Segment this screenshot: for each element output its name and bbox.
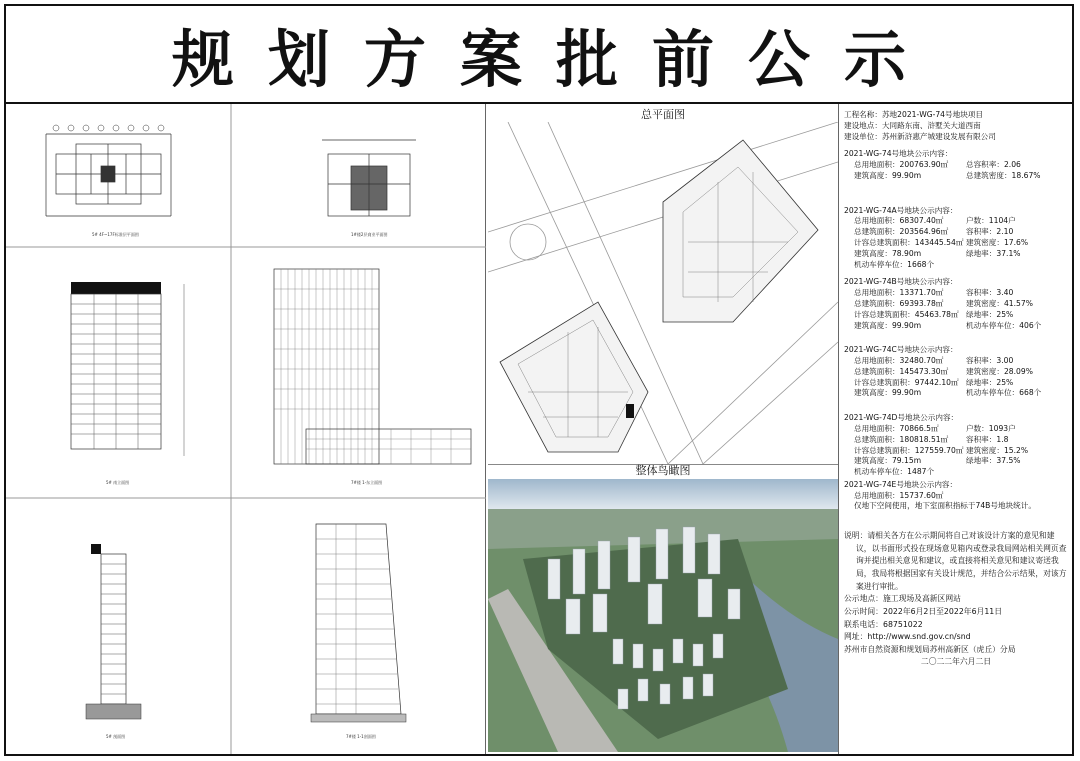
contact-phone: 联系电话：68751022 bbox=[844, 619, 923, 629]
plot-d-cell: 户数：1093户 bbox=[966, 423, 1016, 433]
issue-date: 二〇二二年六月二日 bbox=[920, 657, 992, 667]
plot-c-head: 2021-WG-74C号地块公示内容： bbox=[844, 345, 958, 355]
section-1 bbox=[86, 544, 141, 719]
sect2-caption: 7#楼 1-1剖面图 bbox=[346, 734, 376, 739]
plot-c-cell: 计容总建筑面积：97442.10㎡ bbox=[854, 377, 959, 387]
overall-group bbox=[844, 149, 1068, 181]
plot-c-cell: 总建筑面积：145473.30㎡ bbox=[854, 366, 949, 376]
plot-c-cell: 容积率：3.00 bbox=[966, 356, 1014, 366]
plot-c-cell: 总用地面积：32480.70㎡ bbox=[854, 356, 944, 366]
plot-d-cell: 建筑密度：15.2% bbox=[966, 445, 1029, 455]
plot-d-cell: 绿地率：37.5% bbox=[966, 456, 1021, 466]
plot-b-cell: 总建筑面积：69393.78㎡ bbox=[854, 298, 944, 308]
floor-plan-2 bbox=[322, 140, 416, 216]
plot-c-cell: 建筑密度：28.09% bbox=[966, 366, 1033, 376]
plot-c-cell: 机动车停车位：668个 bbox=[966, 388, 1042, 398]
plot-a-parking: 机动车停车位：1668个 bbox=[854, 259, 935, 269]
plot-e-note: 仅地下空间使用，地下室面积指标于74B号地块统计。 bbox=[854, 501, 1036, 511]
drawings-sheet bbox=[6, 104, 486, 754]
drawings-panel bbox=[6, 104, 486, 754]
site-plan-title: 总平面图 bbox=[641, 108, 685, 121]
plot-d-group bbox=[844, 413, 1068, 478]
plan2-caption: 1#楼2层商业平面图 bbox=[351, 232, 388, 237]
project-location: 建设地点：大同路东南、浒墅关大道西南 bbox=[844, 120, 981, 130]
plot-c-group bbox=[844, 345, 1068, 399]
plan1-caption: 5# 4F~17F标准层平面图 bbox=[92, 232, 139, 237]
plot-b-group bbox=[844, 277, 1068, 331]
plot-e-head: 2021-WG-74E号地块公示内容： bbox=[844, 479, 958, 489]
plot-c-cell: 绿地率：25% bbox=[966, 377, 1014, 387]
images-panel bbox=[487, 104, 839, 754]
plot-a-cell: 建筑密度：17.6% bbox=[966, 238, 1029, 248]
publicity-period: 公示时间：2022年6月2日至2022年6月11日 bbox=[844, 606, 1003, 616]
aerial-rendering bbox=[488, 479, 838, 752]
site-plot-north bbox=[663, 140, 818, 322]
issuing-authority: 苏州市自然资源和规划局苏州高新区（虎丘）分局 bbox=[844, 644, 1016, 654]
site-plan-drawing bbox=[488, 122, 838, 465]
project-name: 工程名称：苏地2021-WG-74号地块项目 bbox=[844, 110, 983, 119]
plot-b-cell: 建筑密度：41.57% bbox=[966, 298, 1033, 308]
aerial-title: 整体鸟瞰图 bbox=[635, 464, 691, 477]
plot-d-parking: 机动车停车位：1487个 bbox=[854, 467, 935, 477]
overall-head: 2021-WG-74号地块公示内容： bbox=[844, 149, 953, 159]
title-bar bbox=[6, 6, 1072, 104]
site-plot-south bbox=[500, 302, 648, 452]
plot-d-cell: 容积率：1.8 bbox=[966, 434, 1009, 444]
overall-cell: 总容积率：2.06 bbox=[966, 160, 1021, 170]
plot-b-cell: 总用地面积：13371.70㎡ bbox=[854, 288, 944, 298]
plot-c-cell: 建筑高度：99.90m bbox=[854, 388, 922, 398]
plot-a-cell: 户数：1104户 bbox=[966, 216, 1016, 226]
section-2 bbox=[311, 524, 406, 722]
plot-b-cell: 容积率：3.40 bbox=[966, 288, 1014, 298]
publicity-place: 公示地点：施工现场及高新区网站 bbox=[844, 594, 961, 604]
plot-b-cell: 计容总建筑面积：45463.78㎡ bbox=[854, 309, 959, 319]
overall-cell: 总用地面积：200763.90㎡ bbox=[854, 160, 949, 170]
plot-d-cell: 总用地面积：70866.5㎡ bbox=[854, 423, 939, 433]
sect1-caption: 5# 剖面图 bbox=[106, 734, 126, 739]
plot-d-cell: 计容总建筑面积：127559.70㎡ bbox=[854, 445, 964, 455]
plot-a-cell: 总用地面积：68307.40㎡ bbox=[854, 216, 944, 226]
plan1-axis-bubbles bbox=[53, 125, 164, 131]
plot-d-head: 2021-WG-74D号地块公示内容： bbox=[844, 413, 959, 423]
plot-a-head: 2021-WG-74A号地块公示内容： bbox=[844, 205, 958, 215]
plot-a-group bbox=[844, 206, 1068, 271]
notice-block bbox=[844, 530, 1068, 669]
plot-b-head: 2021-WG-74B号地块公示内容： bbox=[844, 277, 958, 287]
plot-b-cell: 绿地率：25% bbox=[966, 309, 1014, 319]
page-title: 规划方案批前公示 bbox=[171, 22, 940, 96]
floor-plan-1 bbox=[46, 134, 171, 216]
plot-a-cell: 容积率：2.10 bbox=[966, 227, 1014, 237]
plot-b-cell: 机动车停车位：406个 bbox=[966, 320, 1042, 330]
elev2-caption: 7#楼 1-东立面图 bbox=[351, 480, 383, 485]
info-panel bbox=[840, 104, 1072, 754]
plot-d-cell: 总建筑面积：180818.51㎡ bbox=[854, 434, 949, 444]
website-link[interactable]: 网址：http://www.snd.gov.cn/snd bbox=[844, 632, 971, 642]
overall-cell: 建筑高度：99.90m bbox=[854, 170, 922, 180]
plot-a-cell: 总建筑面积：203564.96㎡ bbox=[854, 227, 949, 237]
elevation-2 bbox=[274, 269, 471, 464]
plot-a-cell: 计容总建筑面积：143445.54㎡ bbox=[854, 238, 964, 248]
plot-e-group bbox=[844, 480, 1068, 512]
plot-d-cell: 建筑高度：79.15m bbox=[854, 456, 922, 466]
overall-cell: 总建筑密度：18.67% bbox=[966, 170, 1041, 180]
notice-text: 说明：请相关各方在公示期间将自己对该设计方案的意见和建议，以书面形式投在现场意见箱内或登录我局网站相关网页查询并提出相关意见和建议，或直接将相关意见和建议寄送我局，我局将根据国家有关设计规范，并结合公示结果，对该方案进行审批。 bbox=[844, 531, 1067, 591]
plot-e-area: 总用地面积：15737.60㎡ bbox=[854, 490, 944, 500]
plot-a-cell: 建筑高度：78.90m bbox=[854, 248, 922, 258]
elevation-1 bbox=[71, 282, 184, 456]
plot-a-cell: 绿地率：37.1% bbox=[966, 248, 1021, 258]
plot-b-cell: 建筑高度：99.90m bbox=[854, 320, 922, 330]
developer: 建设单位：苏州新浒惠产城建设发展有限公司 bbox=[844, 131, 996, 141]
elev1-caption: 5# 南立面图 bbox=[106, 480, 130, 485]
